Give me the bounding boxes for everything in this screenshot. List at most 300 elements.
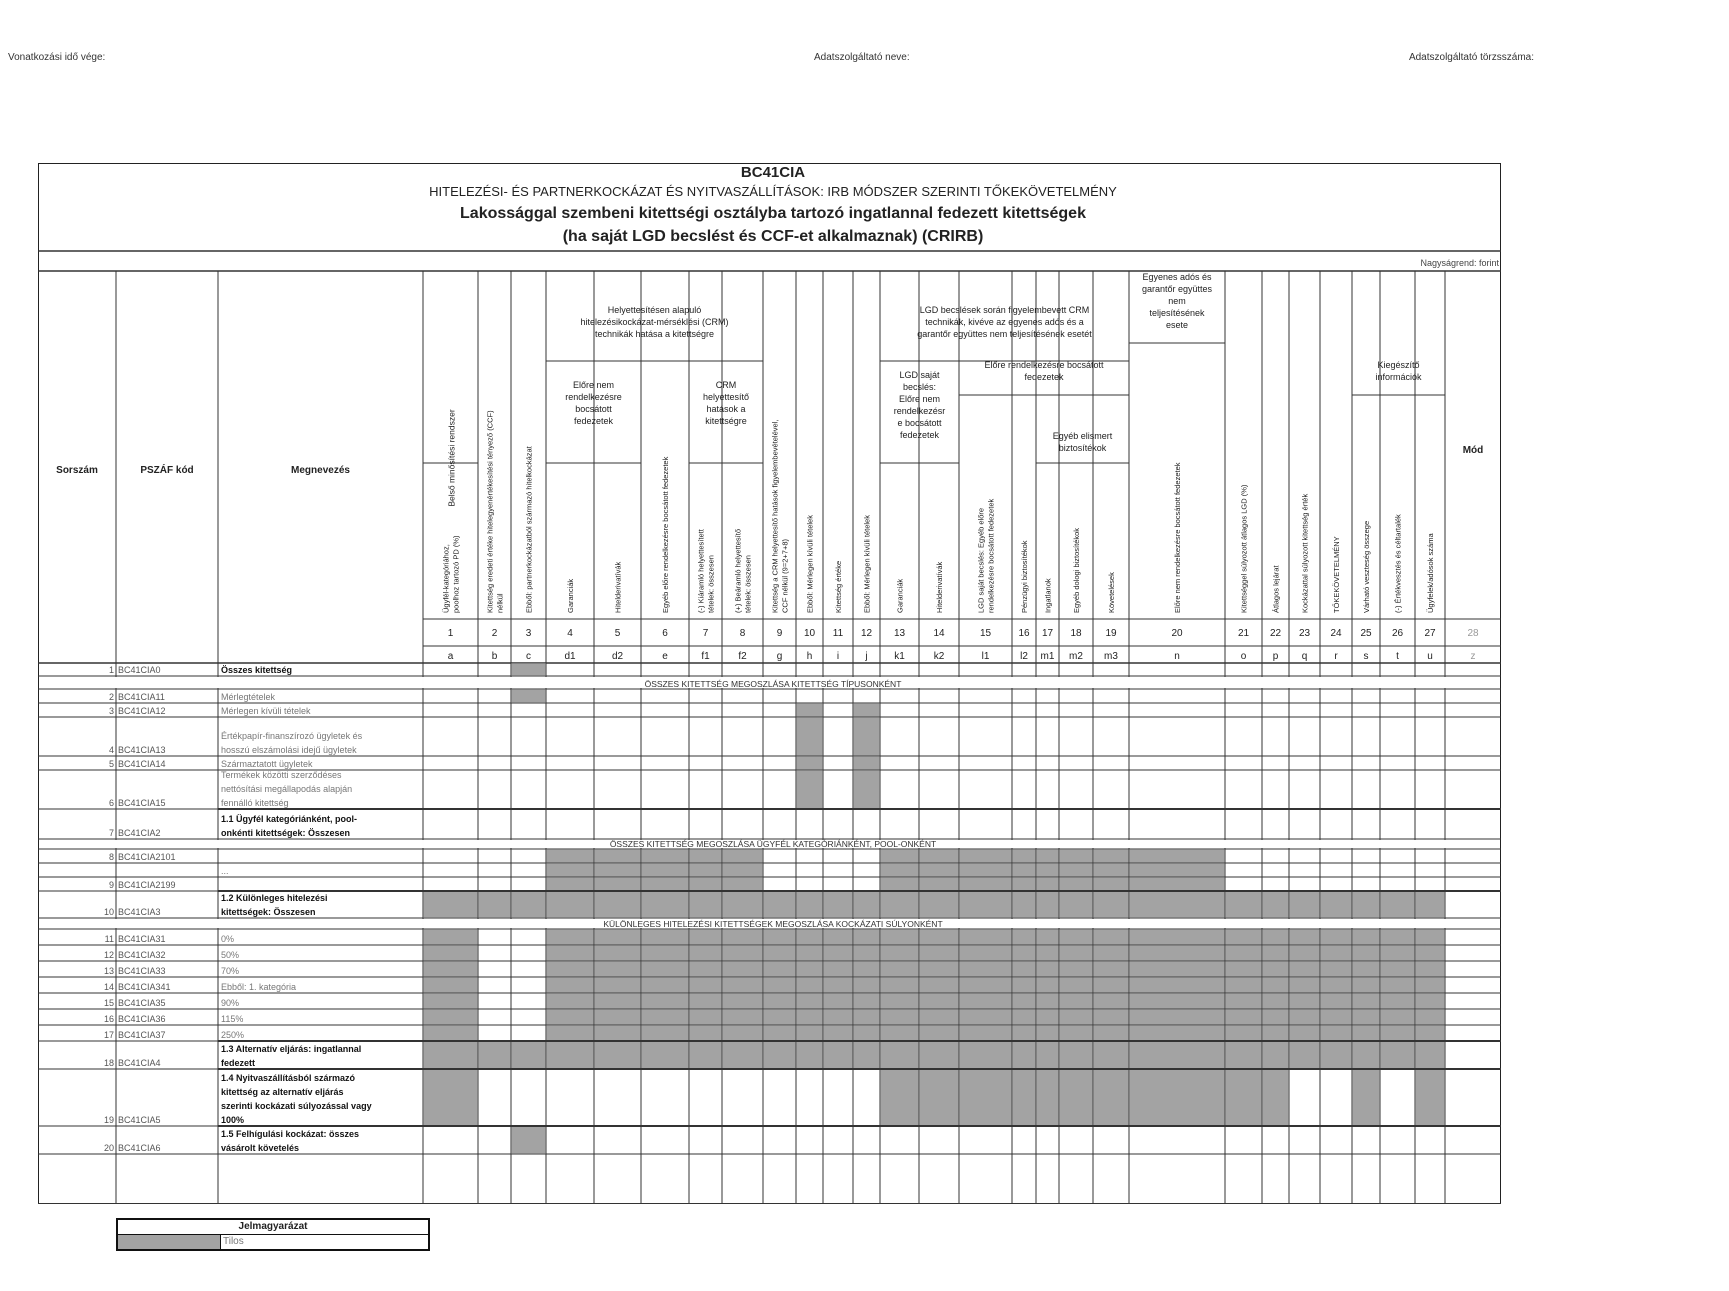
column-number-21: 21 [1237, 628, 1250, 639]
column-label-19: Követelések [1107, 572, 1116, 613]
forbidden-cell [1129, 1069, 1225, 1126]
header-megnevezes: Megnevezés [291, 465, 350, 476]
forbidden-cell [1059, 993, 1093, 1009]
forbidden-cell [853, 756, 880, 770]
header-lgd-sajat: rendelkezésr [893, 406, 946, 416]
header-lgd-sajat: e bocsátott [897, 418, 942, 428]
forbidden-cell [1036, 849, 1059, 863]
forbidden-cell [1352, 929, 1380, 945]
legend-title: Jelmagyarázat [118, 1220, 428, 1235]
forbidden-cell [1129, 1041, 1225, 1069]
forbidden-cell [1320, 993, 1352, 1009]
forbidden-cell [919, 891, 959, 918]
header-lgd-sajat: LGD saját [899, 370, 940, 380]
forbidden-cell [594, 1041, 641, 1069]
forbidden-cell [1262, 929, 1289, 945]
forbidden-cell [823, 1041, 853, 1069]
forbidden-cell [1225, 1009, 1262, 1025]
forbidden-cell [1225, 945, 1262, 961]
forbidden-cell [1262, 993, 1289, 1009]
forbidden-cell [763, 993, 796, 1009]
forbidden-cell [641, 929, 689, 945]
column-letter-10: h [806, 651, 813, 662]
forbidden-cell [1036, 945, 1059, 961]
column-letter-17: m1 [1040, 651, 1055, 662]
column-number-4: 4 [567, 628, 573, 639]
forbidden-cell [1225, 1069, 1262, 1126]
forbidden-cell [1415, 1069, 1445, 1126]
forbidden-cell [880, 849, 919, 863]
forbidden-cell [880, 1025, 919, 1041]
form-title: HITELEZÉSI- ÉS PARTNERKOCKÁZAT ÉS NYITVASZÁLLÍTÁSOK: IRB MÓDSZER SZERINTI TŐKEKÖVETELMÉNY [429, 184, 1117, 199]
forbidden-cell [1012, 1025, 1036, 1041]
row-code: BC41CIA3 [118, 907, 161, 917]
row-code: BC41CIA0 [118, 665, 161, 675]
forbidden-cell [1129, 993, 1225, 1009]
forbidden-cell [1225, 993, 1262, 1009]
forbidden-cell [1289, 891, 1320, 918]
column-letter-19: m3 [1104, 651, 1118, 662]
row-code: BC41CIA13 [118, 745, 166, 755]
forbidden-cell [511, 891, 546, 918]
forbidden-cell [959, 1069, 1012, 1126]
forbidden-cell [1036, 863, 1059, 877]
column-number-28: 28 [1467, 628, 1479, 639]
forbidden-cell [511, 1126, 546, 1154]
forbidden-cell [641, 961, 689, 977]
row-name: szerinti kockázati súlyozással vagy [221, 1101, 372, 1111]
forbidden-cell [1380, 977, 1415, 993]
forbidden-cell [594, 929, 641, 945]
row-name: 90% [221, 998, 240, 1008]
forbidden-cell [511, 689, 546, 703]
forbidden-cell [880, 929, 919, 945]
column-letter-3: c [526, 651, 531, 662]
forbidden-cell [823, 977, 853, 993]
header-lgd-sajat: fedezetek [899, 430, 940, 440]
row-name: fedezett [221, 1058, 256, 1068]
row-name: 115% [221, 1014, 244, 1024]
header-lgd-group: technikák, kivéve az egyenes adós és a [925, 317, 1084, 327]
forbidden-cell [1012, 929, 1036, 945]
header-egyenes-ados: teljesítésének [1149, 308, 1205, 318]
column-label-15: rendelkezésre bocsátott fedezetek [986, 498, 996, 613]
forbidden-cell [796, 770, 823, 809]
column-letter-15: l1 [981, 651, 990, 662]
column-letter-7: f1 [701, 651, 710, 662]
legend [116, 1218, 430, 1251]
row-name: kitettség az alternatív eljárás [221, 1087, 344, 1097]
forbidden-cell [919, 993, 959, 1009]
header-elore-rendelkezesre: fedezetek [1024, 372, 1064, 382]
header-elore-nem: rendelkezésre [565, 392, 622, 402]
row-code: BC41CIA32 [118, 950, 166, 960]
forbidden-cell [722, 849, 763, 863]
forbidden-cell [1012, 961, 1036, 977]
forbidden-cell [423, 1025, 478, 1041]
forbidden-cell [853, 891, 880, 918]
forbidden-cell [1093, 977, 1129, 993]
forbidden-cell [722, 891, 763, 918]
column-letter-13: k1 [894, 651, 905, 662]
forbidden-cell [1289, 1009, 1320, 1025]
row-code: BC41CIA15 [118, 798, 166, 808]
forbidden-cell [1059, 891, 1093, 918]
row-number: 3 [108, 706, 114, 716]
forbidden-cell [1012, 977, 1036, 993]
forbidden-cell [763, 1041, 796, 1069]
forbidden-cell [641, 849, 689, 863]
column-label-15: LGD saját becslés: Egyéb előre [976, 507, 986, 613]
header-belso-minositesi: Belső minősítési rendszer [446, 409, 457, 507]
forbidden-cell [1380, 961, 1415, 977]
provider-registration-label: Adatszolgáltató törzsszáma: [1408, 52, 1534, 63]
forbidden-cell [959, 863, 1012, 877]
forbidden-cell [423, 891, 478, 918]
forbidden-cell [1380, 1025, 1415, 1041]
forbidden-cell [546, 877, 594, 891]
forbidden-cell [919, 1009, 959, 1025]
row-name: kitettségek: Összesen [221, 907, 316, 917]
forbidden-cell [511, 1041, 546, 1069]
row-name: Ebből: 1. kategória [221, 982, 297, 992]
forbidden-cell [722, 977, 763, 993]
section-header: ÖSSZES KITETTSÉG MEGOSZLÁSA KITETTSÉG TÍPUSONKÉNT [644, 679, 902, 689]
column-letter-20: n [1174, 651, 1180, 662]
forbidden-cell [1093, 849, 1129, 863]
column-number-14: 14 [933, 628, 945, 639]
forbidden-cell [959, 929, 1012, 945]
forbidden-cell [423, 1009, 478, 1025]
forbidden-cell [919, 961, 959, 977]
forbidden-cell [853, 993, 880, 1009]
forbidden-cell [1289, 1041, 1320, 1069]
forbidden-cell [796, 703, 823, 717]
header-crm-group: Helyettesítésen alapuló [607, 305, 702, 315]
forbidden-cell [478, 891, 511, 918]
forbidden-cell [1225, 1041, 1262, 1069]
column-label-8: tételek: összesen [743, 555, 753, 613]
forbidden-cell [1320, 1041, 1352, 1069]
forbidden-cell [1225, 961, 1262, 977]
forbidden-cell [1093, 1009, 1129, 1025]
forbidden-cell [546, 977, 594, 993]
forbidden-cell [959, 1025, 1012, 1041]
forbidden-cell [1352, 1069, 1380, 1126]
column-label-3: Ebből: partnerkockázatból származó hitelkockázat [524, 446, 534, 613]
forbidden-cell [823, 945, 853, 961]
forbidden-cell [763, 891, 796, 918]
forbidden-cell [1380, 1041, 1415, 1069]
forbidden-cell [880, 1069, 919, 1126]
forbidden-cell [823, 1009, 853, 1025]
forbidden-cell [1129, 1009, 1225, 1025]
forbidden-cell [1262, 891, 1289, 918]
column-letter-18: m2 [1069, 651, 1083, 662]
column-number-20: 20 [1171, 628, 1183, 639]
header-egyenes-ados: esete [1165, 320, 1189, 330]
row-number: 11 [104, 934, 114, 944]
forbidden-cell [1093, 1041, 1129, 1069]
row-code: BC41CIA11 [118, 692, 165, 702]
forbidden-cell [423, 929, 478, 945]
column-number-24: 24 [1330, 628, 1342, 639]
report-table [38, 163, 1501, 1204]
forbidden-cell [641, 1041, 689, 1069]
forbidden-cell [1225, 977, 1262, 993]
forbidden-cell [1352, 891, 1380, 918]
forbidden-cell [1059, 929, 1093, 945]
forbidden-cell [641, 993, 689, 1009]
forbidden-cell [1289, 977, 1320, 993]
forbidden-cell [1093, 863, 1129, 877]
row-code: BC41CIA35 [118, 998, 166, 1008]
forbidden-cell [1262, 977, 1289, 993]
row-name: fennálló kitettség [221, 798, 289, 808]
forbidden-cell [763, 1009, 796, 1025]
column-label-14: Hitelderivatívák [935, 561, 944, 613]
forbidden-cell [1380, 1009, 1415, 1025]
column-letter-27: u [1427, 651, 1433, 662]
row-code: BC41CIA6 [118, 1143, 161, 1153]
row-number: 1 [108, 665, 114, 675]
forbidden-cell [1059, 977, 1093, 993]
column-letter-4: d1 [564, 651, 576, 662]
forbidden-cell [1059, 961, 1093, 977]
forbidden-cell [919, 1041, 959, 1069]
forbidden-cell [1352, 977, 1380, 993]
forbidden-cell [641, 877, 689, 891]
forbidden-cell [1036, 929, 1059, 945]
forbidden-cell [1036, 891, 1059, 918]
row-number: 15 [103, 998, 114, 1008]
forbidden-cell [689, 961, 722, 977]
row-name: 1.1 Ügyfél kategóriánként, pool- [221, 814, 358, 824]
column-label-9: CCF nélkül (9=2+7+8) [780, 539, 790, 613]
row-name: 100% [221, 1115, 245, 1125]
forbidden-cell [1289, 929, 1320, 945]
column-label-6: Egyéb előre rendelkezésre bocsátott fedezetek [661, 456, 670, 613]
forbidden-cell [594, 993, 641, 1009]
forbidden-cell [722, 863, 763, 877]
forbidden-cell [1415, 977, 1445, 993]
header-crm-group: hitelezésikockázat-mérséklési (CRM) [580, 317, 729, 327]
form-code: BC41CIA [740, 164, 806, 181]
forbidden-cell [1129, 863, 1225, 877]
header-crm-group: technikák hatása a kitettségre [594, 329, 715, 339]
forbidden-cell [1129, 961, 1225, 977]
forbidden-cell [823, 1025, 853, 1041]
row-name: Termékek közötti szerződéses [221, 770, 342, 780]
forbidden-cell [1036, 1069, 1059, 1126]
forbidden-cell [1129, 1025, 1225, 1041]
row-code: BC41CIA5 [118, 1115, 161, 1125]
forbidden-cell [722, 929, 763, 945]
section-header: KÜLÖNLEGES HITELEZÉSI KITETTSÉGEK MEGOSZLÁSA KOCKÁZATI SÚLYONKÉNT [603, 919, 943, 929]
column-label-7: (-) Kiáramló helyettesített [696, 529, 706, 613]
row-number: 14 [103, 982, 114, 992]
forbidden-cell [1320, 977, 1352, 993]
forbidden-cell [796, 1025, 823, 1041]
forbidden-cell [823, 961, 853, 977]
forbidden-cell [1415, 1025, 1445, 1041]
forbidden-cell [853, 945, 880, 961]
forbidden-cell [853, 1041, 880, 1069]
column-number-9: 9 [776, 628, 783, 639]
row-code: BC41CIA33 [118, 966, 166, 976]
column-label-2: Kitettség eredeti értéke hitelegyenértékesítési tényező (CCF) [485, 410, 495, 613]
header-elore-rendelkezesre: Előre rendelkezésre bocsátott [984, 360, 1104, 370]
forbidden-cell [546, 945, 594, 961]
forbidden-cell [1036, 993, 1059, 1009]
forbidden-cell [796, 961, 823, 977]
forbidden-cell [423, 977, 478, 993]
column-label-1: Ügyfél-kategóriához, [441, 544, 451, 613]
forbidden-cell [853, 1009, 880, 1025]
forbidden-cell [1380, 891, 1415, 918]
column-letter-12: j [865, 651, 868, 662]
forbidden-cell [1415, 929, 1445, 945]
row-number: 6 [108, 798, 114, 808]
forbidden-cell [1093, 877, 1129, 891]
forbidden-cell [919, 863, 959, 877]
row-code: BC41CIA341 [118, 982, 171, 992]
forbidden-cell [919, 1069, 959, 1126]
forbidden-cell [722, 993, 763, 1009]
column-label-2: nélkül [495, 593, 505, 613]
forbidden-cell [1093, 961, 1129, 977]
forbidden-cell [1059, 1069, 1093, 1126]
forbidden-cell [1059, 1025, 1093, 1041]
row-number: 5 [108, 759, 114, 769]
forbidden-cell [511, 663, 546, 676]
column-number-23: 23 [1298, 628, 1311, 639]
forbidden-cell [594, 863, 641, 877]
column-number-19: 19 [1105, 628, 1117, 639]
column-letter-9: g [776, 651, 783, 662]
forbidden-cell [689, 977, 722, 993]
forbidden-cell [594, 961, 641, 977]
column-number-17: 17 [1041, 628, 1054, 639]
forbidden-cell [919, 1025, 959, 1041]
column-label-7: tételek: összesen [706, 555, 716, 613]
forbidden-cell [880, 863, 919, 877]
forbidden-cell [1415, 945, 1445, 961]
row-name: Összes kitettség [221, 665, 293, 675]
row-name: nettósítási megállapodás alapján [221, 784, 353, 794]
forbidden-cell [689, 849, 722, 863]
forbidden-cell [919, 849, 959, 863]
forbidden-cell [880, 977, 919, 993]
forbidden-cell [880, 877, 919, 891]
forbidden-cell [1289, 1025, 1320, 1041]
forbidden-cell [594, 945, 641, 961]
header-elore-nem: fedezetek [573, 416, 614, 426]
column-label-17: Ingatlanok [1043, 578, 1053, 613]
row-number: 12 [103, 950, 114, 960]
row-name: 1.5 Felhígulási kockázat: összes [221, 1129, 360, 1139]
forbidden-cell [641, 863, 689, 877]
column-label-20: Előre nem rendelkezésre bocsátott fedezetek [1173, 462, 1182, 613]
forbidden-cell [1415, 891, 1445, 918]
forbidden-cell [1129, 977, 1225, 993]
row-name: 50% [221, 950, 240, 960]
legend-forbidden-label: Tilos [223, 1236, 244, 1247]
row-name: vásárolt követelés [221, 1143, 300, 1153]
forbidden-cell [594, 1025, 641, 1041]
forbidden-cell [689, 993, 722, 1009]
row-number: 10 [103, 907, 114, 917]
forbidden-cell [959, 977, 1012, 993]
forbidden-cell [1012, 1009, 1036, 1025]
forbidden-cell [1059, 849, 1093, 863]
forbidden-cell [1093, 1069, 1129, 1126]
forbidden-cell [1129, 945, 1225, 961]
row-name: 250% [221, 1030, 245, 1040]
forbidden-cell [1036, 977, 1059, 993]
header-sorszam: Sorszám [56, 465, 98, 476]
forbidden-cell [1012, 993, 1036, 1009]
row-code: BC41CIA37 [118, 1030, 166, 1040]
forbidden-cell [796, 945, 823, 961]
forbidden-cell [594, 877, 641, 891]
forbidden-cell [1262, 1069, 1289, 1126]
forbidden-cell [1415, 961, 1445, 977]
forbidden-cell [1036, 877, 1059, 891]
column-label-18: Egyéb dologi biztosítékok [1072, 527, 1081, 613]
forbidden-cell [1225, 1025, 1262, 1041]
column-number-15: 15 [979, 628, 992, 639]
forbidden-cell [546, 929, 594, 945]
forbidden-cell [959, 993, 1012, 1009]
forbidden-cell [1415, 1009, 1445, 1025]
forbidden-cell [689, 877, 722, 891]
forbidden-cell [722, 1009, 763, 1025]
forbidden-cell [853, 1025, 880, 1041]
forbidden-cell [722, 1025, 763, 1041]
forbidden-cell [1036, 1041, 1059, 1069]
forbidden-cell [880, 1041, 919, 1069]
column-number-1: 1 [447, 628, 454, 639]
column-letter-2: b [491, 651, 498, 662]
column-letter-8: f2 [738, 651, 747, 662]
column-label-8: (+) Beáramló helyettesítő [733, 529, 743, 613]
header-egyeb-elismert: biztosítékok [1058, 443, 1107, 453]
column-number-11: 11 [832, 628, 844, 639]
row-code: BC41CIA12 [118, 706, 166, 716]
column-label-27: Ügyfelek/adósok száma [1426, 533, 1435, 613]
row-number: 4 [108, 745, 114, 755]
forbidden-cell [919, 977, 959, 993]
forbidden-cell [1012, 945, 1036, 961]
forbidden-cell [1289, 993, 1320, 1009]
forbidden-cell [1262, 1009, 1289, 1025]
header-elore-nem: Előre nem [572, 380, 615, 390]
column-label-10: Ebből: Mérlegen kívüli tételek [805, 515, 815, 613]
column-label-1: poolhoz tartozó PD (%) [451, 535, 461, 613]
forbidden-cell [823, 929, 853, 945]
column-letter-25: s [1363, 651, 1369, 662]
forbidden-cell [1093, 929, 1129, 945]
column-letter-1: a [447, 651, 454, 662]
reference-period-label: Vonatkozási idő vége: [8, 52, 106, 63]
column-letter-26: t [1396, 651, 1399, 662]
row-number: 2 [108, 692, 114, 702]
column-label-11: Kitettség értéke [834, 560, 843, 613]
forbidden-cell [919, 945, 959, 961]
forbidden-cell [594, 1009, 641, 1025]
forbidden-cell [722, 1041, 763, 1069]
